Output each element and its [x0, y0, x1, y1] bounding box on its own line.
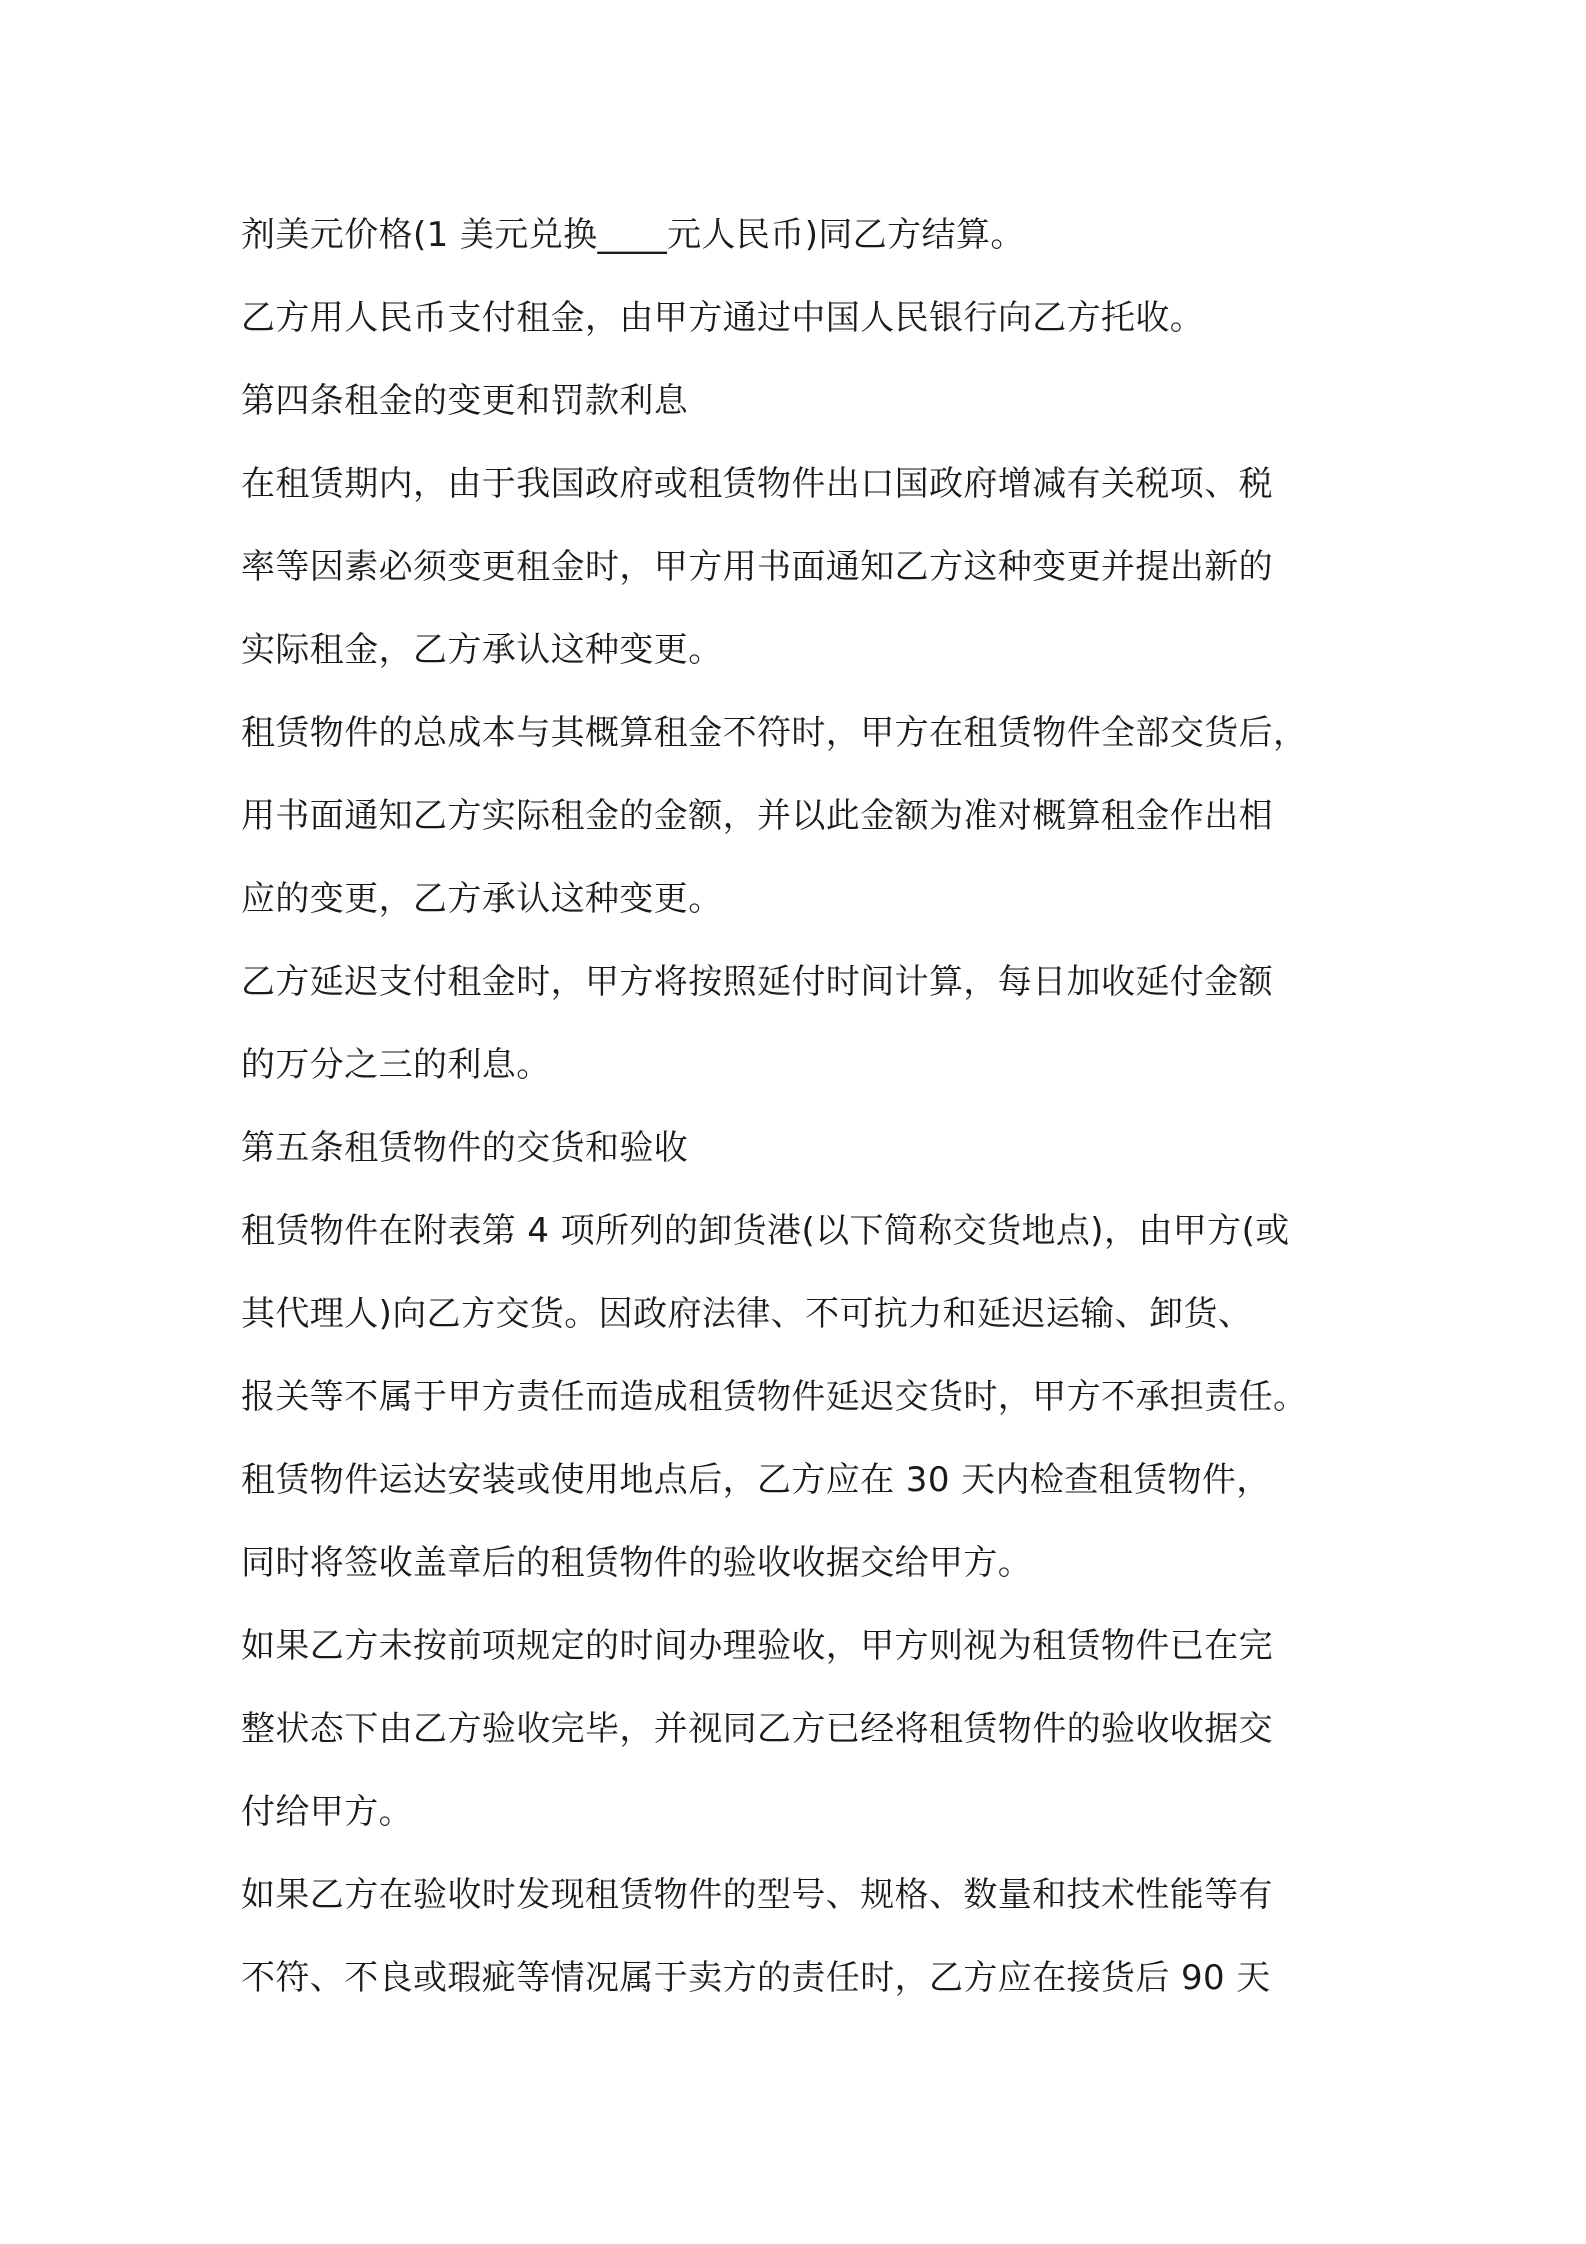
text-line: 其代理人)向乙方交货。因政府法律、不可抗力和延迟运输、卸货、 — [241, 1294, 1253, 1334]
text-line: 应的变更，乙方承认这种变更。 — [241, 879, 723, 919]
text-line: 付给甲方。 — [241, 1792, 413, 1832]
text-line: 租赁物件的总成本与其概算租金不符时，甲方在租赁物件全部交货后， — [241, 713, 1308, 753]
text-line: 用书面通知乙方实际租金的金额，并以此金额为准对概算租金作出相 — [241, 796, 1273, 836]
text-line: 乙方用人民币支付租金，由甲方通过中国人民银行向乙方托收。 — [241, 298, 1205, 338]
text-line: 如果乙方在验收时发现租赁物件的型号、规格、数量和技术性能等有 — [241, 1875, 1273, 1915]
text-line: 率等因素必须变更租金时，甲方用书面通知乙方这种变更并提出新的 — [241, 547, 1273, 587]
text-line: 报关等不属于甲方责任而造成租赁物件延迟交货时，甲方不承担责任。 — [241, 1377, 1308, 1417]
text-line: 剂美元价格(1 美元兑换____元人民币)同乙方结算。 — [241, 215, 1025, 255]
document-body — [241, 194, 1371, 2020]
text-line: 租赁物件运达安装或使用地点后，乙方应在 30 天内检查租赁物件， — [241, 1460, 1271, 1500]
text-line: 实际租金，乙方承认这种变更。 — [241, 630, 723, 670]
section-heading: 第四条租金的变更和罚款利息 — [241, 381, 689, 421]
text-line: 在租赁期内，由于我国政府或租赁物件出口国政府增减有关税项、税 — [241, 464, 1273, 504]
text-line: 的万分之三的利息。 — [241, 1045, 551, 1085]
text-line: 如果乙方未按前项规定的时间办理验收，甲方则视为租赁物件已在完 — [241, 1626, 1273, 1666]
text-line: 乙方延迟支付租金时，甲方将按照延付时间计算，每日加收延付金额 — [241, 962, 1273, 1002]
text-line: 整状态下由乙方验收完毕，并视同乙方已经将租赁物件的验收收据交 — [241, 1709, 1273, 1749]
section-heading: 第五条租赁物件的交货和验收 — [241, 1128, 689, 1168]
text-line: 不符、不良或瑕疵等情况属于卖方的责任时，乙方应在接货后 90 天 — [241, 1958, 1271, 1998]
text-line: 同时将签收盖章后的租赁物件的验收收据交给甲方。 — [241, 1543, 1033, 1583]
text-line: 租赁物件在附表第 4 项所列的卸货港(以下简称交货地点)，由甲方(或 — [241, 1211, 1290, 1251]
